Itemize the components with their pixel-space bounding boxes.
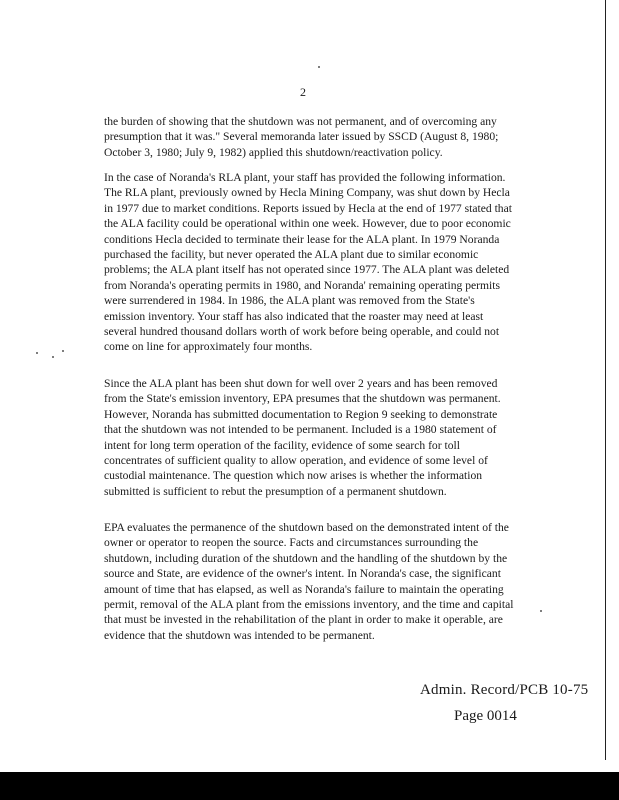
scan-speck [318, 66, 320, 68]
paragraph-text: In the case of Noranda's RLA plant, your staff has provided the following information. The RLA plant, previously owned by Hecla Mining Company, was shut down by Hecla in 1977 due to market conditions. Reports issued by Hecla at the end of 1977 stated that the ALA facility could be operational within one week. However, due to poor economic conditions Hecla decided to terminate their lease for the ALA plant. In 1979 Noranda purchased the facility, but never operated the ALA plant due to similar economic problems; the ALA plant itself has not operated since 1977. The ALA plant was deleted from Noranda's operating permits in 1980, and Noranda' remaining operating permits were surrendered in 1984. In 1986, the ALA plant was removed from the State's emission inventory. Your staff has also indicated that the roaster may need at least several hundred thousand dollars worth of work before being operable, and could not come on line for approximately four months. [104, 171, 512, 354]
paragraph-1 [104, 114, 514, 160]
admin-record-label: Admin. Record/PCB 10-75 [420, 682, 589, 698]
paragraph-text: EPA evaluates the permanence of the shutdown based on the demonstrated intent of the owner or operator to reopen the source. Facts and circumstances surrounding the shutdown, including duration of the shutdown and the handling of the shutdown by the source and State, are evidence of the owner's intent. In Noranda's case, the significant amount of time that has elapsed, as well as Noranda's failure to maintain the operating permit, removal of the ALA plant from the emissions inventory, and the time and capital that must be invested in the rehabilitation of the plant in order to make it operable, are evidence that the shutdown was intended to be permanent. [104, 521, 514, 642]
paragraph-4 [104, 520, 514, 643]
scan-speck [52, 356, 54, 358]
page-stamp: Page 0014 [454, 708, 517, 724]
scan-bottom-bar [0, 772, 619, 800]
paragraph-text: Since the ALA plant has been shut down for well over 2 years and has been removed from the State's emission inventory, EPA presumes that the shutdown was permanent. However, Noranda has submitted documentation to Region 9 seeking to demonstrate that the shutdown was not intended to be permanent. Included is a 1980 statement of intent for long term operation of the facility, evidence of some search for toll concentrates of sufficient quality to allow operation, and evidence of some level of custodial maintenance. The question which now arises is whether the information submitted is sufficient to rebut the presumption of a permanent shutdown. [104, 377, 501, 498]
paragraph-2 [104, 170, 514, 355]
scan-edge-line [605, 0, 606, 760]
paragraph-3 [104, 376, 514, 499]
scan-speck [36, 352, 38, 354]
scan-speck [62, 350, 64, 352]
page-number: 2 [300, 85, 306, 99]
scan-speck [540, 610, 542, 612]
paragraph-text: the burden of showing that the shutdown was not permanent, and of overcoming any presumption that it was." Several memoranda later issued by SSCD (August 8, 1980; October 3, 1980; July 9, 1982) applied this shutdown/reactivation policy. [104, 115, 499, 159]
